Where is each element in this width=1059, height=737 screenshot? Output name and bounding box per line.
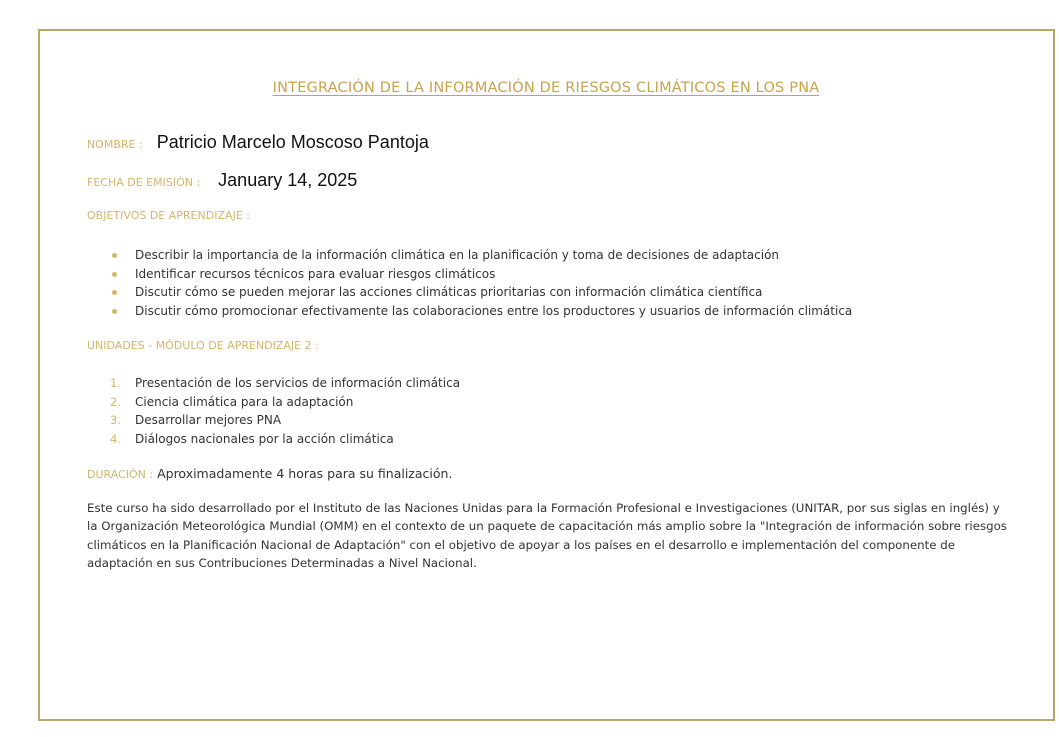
unit-text: Presentación de los servicios de información climática [135,376,461,390]
duration-value: Aproximadamente 4 horas para su finalización. [157,466,453,481]
issue-date-row [87,170,357,191]
name-label: NOMBRE : [87,138,143,151]
list-item [106,283,852,302]
name-value: Patricio Marcelo Moscoso Pantoja [156,132,429,152]
issue-date-value: January 14, 2025 [218,170,358,190]
unit-text: Diálogos nacionales por la acción climática [135,431,394,446]
unit-number: 3. [110,413,121,428]
list-item [106,393,460,412]
list-item [106,246,852,265]
unit-number: 1. [110,376,121,390]
objective-text: Discutir cómo promocionar efectivamente las colaboraciones entre los productores y usuarios de información climática [135,303,853,318]
duration-row [87,463,452,482]
course-description: Este curso ha sido desarrollado por el Instituto de las Naciones Unidas para la Formación Profesional e Investigaciones (UNITAR, por sus siglas en inglés) y la Organización Meteorológica Mundial (OMM) en el contexto de un paquete de capacitación más amplio sobre la "Integración de información sobre riesgos climáticos en la Planificación Nacional de Adaptación" con el objetivo de apoyar a los países en el desarrollo e implementación del componente de adaptación en sus Contribuciones Determinadas a Nivel Nacional. [87,501,1007,570]
certificate-title: INTEGRACIÓN DE LA INFORMACIÓN DE RIESGOS CLIMÁTICOS EN LOS PNA [272,80,820,96]
list-item [106,411,460,430]
issue-date-label: FECHA DE EMISIÓN : [87,176,201,189]
objective-text: Describir la importancia de la información climática en la planificación y toma de decisiones de adaptación [135,248,780,262]
name-row [87,132,429,153]
unit-text: Desarrollar mejores PNA [135,413,282,428]
units-list [106,374,460,448]
unit-number: 4. [110,431,121,446]
list-item [106,430,460,449]
bullet-icon [112,272,117,277]
bullet-icon [112,290,117,295]
bullet-icon [112,309,117,314]
bullet-icon [112,253,117,258]
unit-number: 2. [110,394,121,409]
duration-label: DURACIÓN : [87,468,154,481]
objective-text: Identificar recursos técnicos para evaluar riesgos climáticos [135,266,496,281]
objectives-list [106,246,852,320]
units-label: UNIDADES - MÓDULO DE APRENDIZAJE 2 : [87,339,319,352]
objective-text: Discutir cómo se pueden mejorar las acciones climáticas prioritarias con información climática científica [135,285,763,300]
list-item [106,265,852,284]
list-item [106,302,852,321]
unit-text: Ciencia climática para la adaptación [135,394,354,409]
list-item [106,374,460,393]
objectives-label: OBJETIVOS DE APRENDIZAJE : [87,209,250,222]
